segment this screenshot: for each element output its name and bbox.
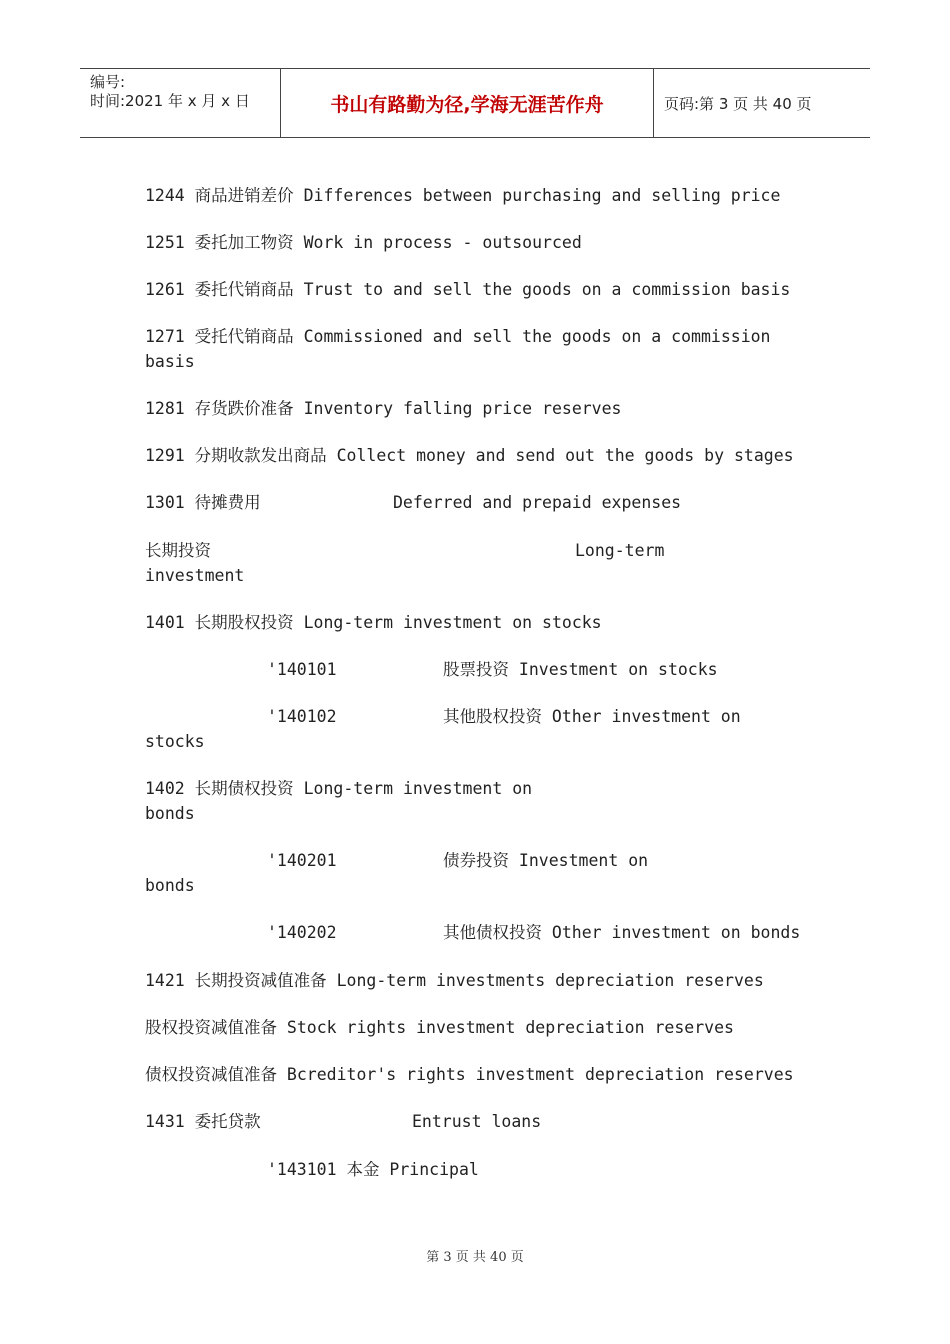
entry-140202-code: '140202 [267,923,337,942]
entry-stock-rights-reserve: 股权投资减值准备 Stock rights investment depreciation reserves [145,1018,734,1037]
document-time-label: 时间:2021 年 x 月 x 日 [90,92,250,110]
entry-140101-code: '140101 [267,660,337,679]
page-footer: 第 3 页 共 40 页 [426,1250,524,1265]
entry-1291: 1291 分期收款发出商品 Collect money and send out the goods by stages [145,446,794,465]
section-long-term-english-cont: investment [145,566,245,585]
entry-1271-cont: basis [145,352,195,371]
entry-1402: 1402 长期债权投资 Long-term investment on [145,779,533,798]
entry-140202-text: 其他债权投资 Other investment on bonds [443,923,801,942]
entry-140101-text: 股票投资 Investment on stocks [443,660,718,679]
entry-1431-english: Entrust loans [412,1112,542,1131]
section-long-term-investment: 长期投资 [145,541,211,560]
entry-1301-code: 1301 待摊费用 [145,493,261,512]
entry-140102-cont: stocks [145,732,205,751]
entry-1244: 1244 商品进销差价 Differences between purchasing and selling price [145,186,781,205]
header-meta [80,69,281,137]
entry-140201-cont: bonds [145,876,195,895]
document-header [80,68,870,138]
entry-creditor-rights-reserve: 债权投资减值准备 Bcreditor's rights investment depreciation reserves [145,1065,794,1084]
section-long-term-english: Long-term [575,541,665,560]
entry-1431-code: 1431 委托贷款 [145,1112,261,1131]
document-number-label: 编号: [90,73,126,91]
entry-140102-code: '140102 [267,707,337,726]
entry-1261: 1261 委托代销商品 Trust to and sell the goods on a commission basis [145,280,791,299]
header-page-info: 页码:第 3 页 共 40 页 [664,94,812,113]
entry-1402-cont: bonds [145,804,195,823]
entry-1251: 1251 委托加工物资 Work in process - outsourced [145,233,582,252]
entry-143101: '143101 本金 Principal [267,1160,479,1179]
header-motto: 书山有路勤为径,学海无涯苦作舟 [281,69,654,137]
entry-1271: 1271 受托代销商品 Commissioned and sell the goods on a commission [145,327,771,346]
entry-1301-english: Deferred and prepaid expenses [393,493,682,512]
entry-140201-text: 债券投资 Investment on [443,851,649,870]
entry-140102-text: 其他股权投资 Other investment on [443,707,741,726]
entry-140201-code: '140201 [267,851,337,870]
entry-1421: 1421 长期投资减值准备 Long-term investments depreciation reserves [145,971,764,990]
entry-1281: 1281 存货跌价准备 Inventory falling price reserves [145,399,622,418]
entry-1401: 1401 长期股权投资 Long-term investment on stocks [145,613,602,632]
